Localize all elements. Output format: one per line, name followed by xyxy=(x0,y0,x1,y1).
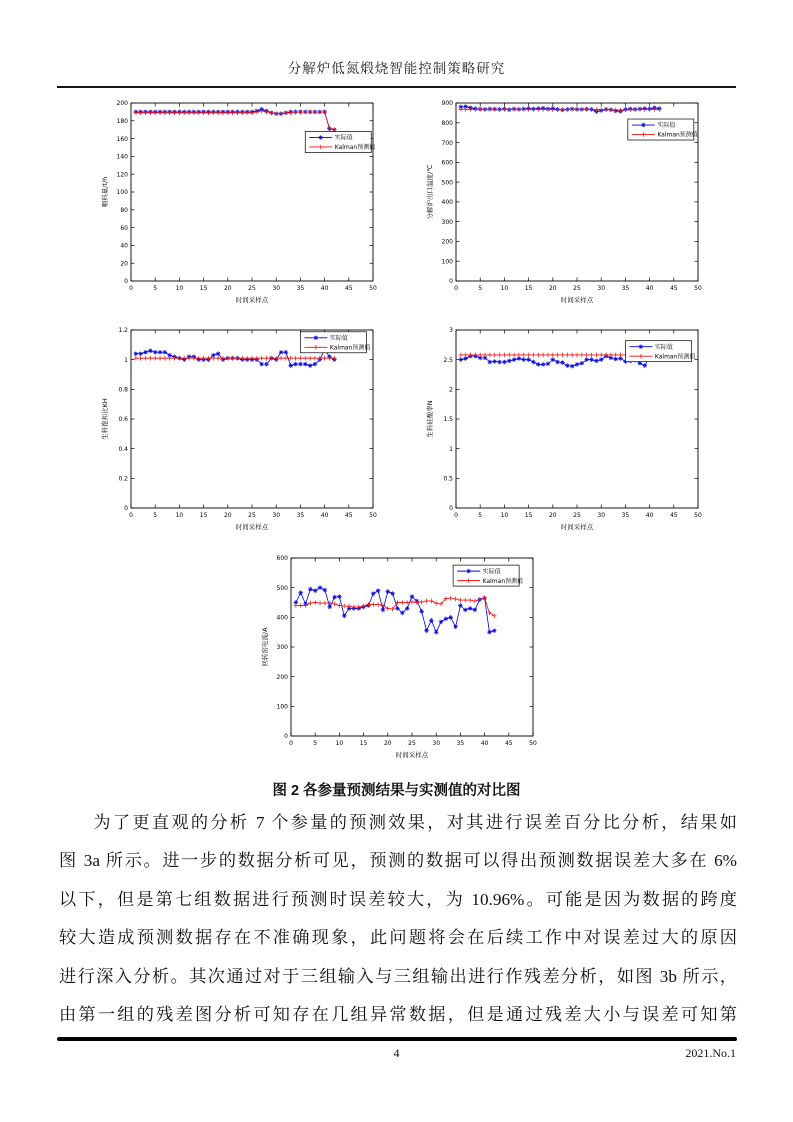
legend xyxy=(305,131,375,152)
svg-text:200: 200 xyxy=(116,100,128,108)
svg-text:15: 15 xyxy=(199,285,208,292)
svg-text:180: 180 xyxy=(116,118,128,125)
svg-text:30: 30 xyxy=(272,285,281,292)
x-axis-label: 时间采样点 xyxy=(235,523,269,531)
series-actual xyxy=(294,585,497,634)
svg-text:20: 20 xyxy=(120,260,128,268)
y-axis-label: 喂料量/t/h xyxy=(101,176,109,208)
footer-rule xyxy=(57,1037,737,1041)
svg-text:5: 5 xyxy=(153,285,158,292)
paragraph-line: 进行深入分析。其次通过对于三组输入与三组输出进行作残差分析，如图 3b 所示， xyxy=(59,966,737,986)
svg-text:Kalman预测值: Kalman预测值 xyxy=(657,131,698,139)
svg-text:500: 500 xyxy=(276,584,288,592)
svg-text:1.2: 1.2 xyxy=(118,327,128,335)
svg-text:0: 0 xyxy=(449,278,453,286)
svg-text:45: 45 xyxy=(669,512,678,519)
svg-text:实际值: 实际值 xyxy=(482,568,501,576)
svg-text:35: 35 xyxy=(296,285,305,292)
x-axis-label: 时间采样点 xyxy=(560,523,594,531)
chart-outlet-temperature xyxy=(420,95,710,313)
svg-text:20: 20 xyxy=(548,285,557,292)
y-axis-label: 生料饱和比KH xyxy=(101,398,109,440)
svg-text:0.5: 0.5 xyxy=(443,475,453,483)
svg-text:40: 40 xyxy=(480,740,489,747)
svg-text:35: 35 xyxy=(621,512,630,519)
legend xyxy=(628,119,698,140)
svg-text:10: 10 xyxy=(500,285,509,292)
svg-text:50: 50 xyxy=(694,285,702,292)
svg-text:1: 1 xyxy=(124,356,128,364)
svg-text:10: 10 xyxy=(175,512,184,519)
svg-text:30: 30 xyxy=(597,512,606,519)
svg-text:15: 15 xyxy=(199,512,208,519)
svg-text:0: 0 xyxy=(124,278,128,286)
svg-text:400: 400 xyxy=(441,199,453,207)
svg-text:100: 100 xyxy=(276,703,288,711)
svg-text:35: 35 xyxy=(621,285,630,292)
svg-text:Kalman预测值: Kalman预测值 xyxy=(334,144,376,152)
svg-text:500: 500 xyxy=(441,179,453,187)
svg-text:实际值: 实际值 xyxy=(657,122,676,130)
svg-text:20: 20 xyxy=(223,285,232,292)
svg-text:50: 50 xyxy=(694,512,702,519)
series-kalman xyxy=(134,356,337,361)
svg-text:900: 900 xyxy=(441,100,453,108)
legend xyxy=(453,565,523,586)
chart-silica-modulus xyxy=(420,322,710,540)
svg-text:0.2: 0.2 xyxy=(118,475,128,483)
svg-text:0.8: 0.8 xyxy=(118,386,128,394)
chart-kh-ratio xyxy=(95,322,385,540)
svg-text:2: 2 xyxy=(449,386,453,394)
legend xyxy=(625,341,695,362)
svg-text:600: 600 xyxy=(276,555,288,563)
svg-text:45: 45 xyxy=(504,740,513,747)
axes xyxy=(100,327,377,531)
svg-text:0: 0 xyxy=(129,285,133,292)
paragraph-line: 为了更直观的分析 7 个参量的预测效果，对其进行误差百分比分析，结果如 xyxy=(93,813,737,832)
x-axis-label: 时间采样点 xyxy=(560,296,594,304)
svg-text:25: 25 xyxy=(573,512,581,519)
svg-text:45: 45 xyxy=(344,512,353,519)
svg-text:20: 20 xyxy=(383,740,392,747)
svg-text:实际值: 实际值 xyxy=(329,334,348,342)
legend xyxy=(300,332,370,353)
svg-text:300: 300 xyxy=(276,644,288,652)
series-kalman xyxy=(294,596,497,618)
svg-text:0.4: 0.4 xyxy=(118,445,128,453)
svg-text:0: 0 xyxy=(289,740,293,747)
body-paragraph xyxy=(59,804,737,1034)
header-rule xyxy=(57,86,736,88)
svg-text:0: 0 xyxy=(284,733,288,741)
svg-text:80: 80 xyxy=(120,207,128,214)
svg-text:20: 20 xyxy=(223,512,232,519)
svg-text:0: 0 xyxy=(454,512,458,519)
svg-text:25: 25 xyxy=(248,512,256,519)
chart-kh-ratio-svg xyxy=(95,322,385,540)
footer-page-number: 4 xyxy=(393,1046,400,1060)
svg-text:35: 35 xyxy=(456,740,465,747)
svg-text:30: 30 xyxy=(272,512,281,519)
svg-text:5: 5 xyxy=(478,512,483,519)
svg-text:10: 10 xyxy=(335,740,344,747)
svg-text:5: 5 xyxy=(153,512,158,519)
svg-text:50: 50 xyxy=(369,512,377,519)
svg-text:0: 0 xyxy=(454,285,458,292)
svg-text:100: 100 xyxy=(441,258,453,266)
svg-text:5: 5 xyxy=(313,740,318,747)
svg-text:45: 45 xyxy=(344,285,353,292)
svg-text:10: 10 xyxy=(175,285,184,292)
svg-text:0.6: 0.6 xyxy=(118,416,128,424)
svg-text:实际值: 实际值 xyxy=(334,134,353,142)
svg-text:实际值: 实际值 xyxy=(654,343,673,351)
svg-text:50: 50 xyxy=(369,285,377,292)
svg-text:15: 15 xyxy=(524,512,533,519)
chart-kiln-current-svg xyxy=(255,550,545,768)
svg-text:30: 30 xyxy=(432,740,441,747)
paragraph-line: 较大造成预测数据存在不准确现象，此问题将会在后续工作中对误差过大的原因 xyxy=(59,928,737,948)
chart-kiln-current xyxy=(255,550,545,768)
svg-text:40: 40 xyxy=(645,512,654,519)
footer-issue-label: 2021.No.1 xyxy=(685,1046,736,1060)
svg-text:45: 45 xyxy=(669,285,678,292)
svg-text:800: 800 xyxy=(441,119,453,127)
chart-feed-rate-svg xyxy=(95,95,385,313)
svg-text:0: 0 xyxy=(129,512,133,519)
y-axis-label: 回转窑电流/A xyxy=(261,627,269,667)
svg-text:200: 200 xyxy=(441,238,453,246)
svg-text:40: 40 xyxy=(120,242,128,250)
svg-text:0: 0 xyxy=(124,505,128,513)
svg-text:5: 5 xyxy=(478,285,483,292)
svg-text:25: 25 xyxy=(573,285,581,292)
svg-text:160: 160 xyxy=(116,135,128,143)
svg-text:20: 20 xyxy=(548,512,557,519)
svg-text:40: 40 xyxy=(645,285,654,292)
chart-silica-modulus-svg xyxy=(420,322,710,540)
y-axis-label: 分解炉出口温度/℃ xyxy=(426,164,434,220)
series-actual xyxy=(134,107,337,132)
svg-text:400: 400 xyxy=(276,614,288,622)
chart-feed-rate xyxy=(95,95,385,313)
svg-text:15: 15 xyxy=(359,740,368,747)
svg-text:1: 1 xyxy=(449,445,453,453)
svg-text:30: 30 xyxy=(597,285,606,292)
svg-text:40: 40 xyxy=(320,512,329,519)
svg-text:Kalman预测值: Kalman预测值 xyxy=(482,577,524,585)
svg-text:25: 25 xyxy=(408,740,416,747)
svg-text:1.5: 1.5 xyxy=(443,416,453,424)
svg-text:120: 120 xyxy=(116,171,128,179)
svg-text:50: 50 xyxy=(529,740,537,747)
svg-text:Kalman预测值: Kalman预测值 xyxy=(654,353,696,361)
x-axis-label: 时间采样点 xyxy=(395,751,429,759)
chart-outlet-temperature-svg xyxy=(420,95,710,313)
svg-text:140: 140 xyxy=(116,153,128,161)
svg-text:700: 700 xyxy=(441,139,453,147)
svg-text:3: 3 xyxy=(449,327,453,335)
svg-text:15: 15 xyxy=(524,285,533,292)
svg-text:40: 40 xyxy=(320,285,329,292)
figure-caption: 图 2 各参量预测结果与实测值的对比图 xyxy=(272,783,521,799)
paragraph-line: 由第一组的残差图分析可知存在几组异常数据，但是通过残差大小与误差可知第 xyxy=(59,1004,737,1024)
svg-text:10: 10 xyxy=(500,512,509,519)
svg-text:0: 0 xyxy=(449,505,453,513)
svg-text:100: 100 xyxy=(116,189,128,197)
svg-text:200: 200 xyxy=(276,673,288,681)
paragraph-line: 以下，但是第七组数据进行预测时误差较大，为 10.96%。可能是因为数据的跨度 xyxy=(59,889,737,909)
svg-text:600: 600 xyxy=(441,159,453,167)
svg-text:Kalman预测值: Kalman预测值 xyxy=(329,344,371,352)
x-axis-label: 时间采样点 xyxy=(235,296,269,304)
svg-text:25: 25 xyxy=(248,285,256,292)
paragraph-line: 图 3a 所示。进一步的数据分析可见，预测的数据可以得出预测数据误差大多在 6% xyxy=(59,851,737,871)
y-axis-label: 生料硅酸率N xyxy=(426,400,434,438)
svg-text:35: 35 xyxy=(296,512,305,519)
svg-text:300: 300 xyxy=(441,218,453,226)
svg-text:60: 60 xyxy=(120,224,128,232)
svg-text:2.5: 2.5 xyxy=(443,356,453,364)
page-header-title: 分解炉低氮煅烧智能控制策略研究 xyxy=(287,61,506,76)
